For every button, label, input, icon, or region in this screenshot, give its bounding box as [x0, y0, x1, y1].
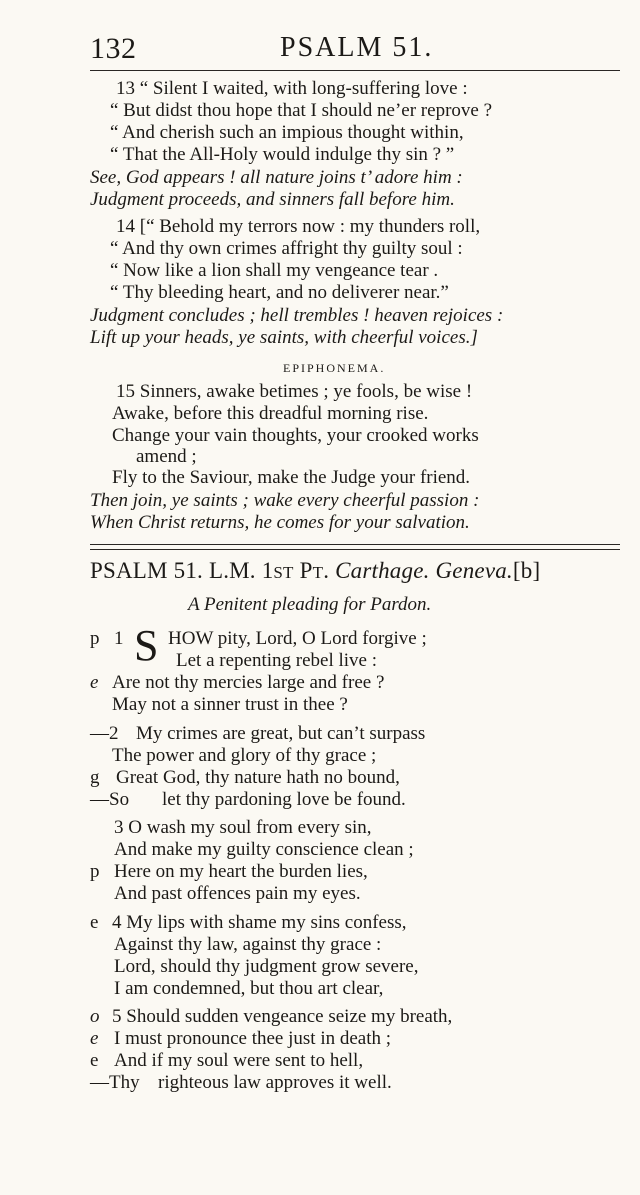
- chorus-line: Lift up your heads, ye saints, with cheerful voices.]: [90, 327, 478, 348]
- verse-line: 14 [“ Behold my terrors now : my thunders roll,: [116, 216, 481, 237]
- dynamic-mark: g: [90, 767, 100, 788]
- verse-line: Fly to the Saviour, make the Judge your friend.: [112, 467, 471, 488]
- dynamic-mark: —So: [90, 789, 130, 810]
- verse-line: Against thy law, against thy grace :: [114, 934, 382, 955]
- verse-line: “ That the All-Holy would indulge thy sin ? ”: [110, 144, 455, 165]
- verse-line: “ Thy bleeding heart, and no deliverer near.”: [110, 282, 449, 303]
- verse-number: 1: [114, 628, 124, 649]
- verse-line: “ And thy own crimes affright thy guilty soul :: [110, 238, 463, 259]
- hymn-title-main: PSALM 51. L.M. 1: [90, 558, 274, 583]
- dynamic-mark: p: [90, 628, 100, 649]
- verse-line: The power and glory of thy grace ;: [112, 745, 377, 766]
- running-title: PSALM 51.: [280, 32, 434, 63]
- verse-line: I am condemned, but thou art clear,: [114, 978, 384, 999]
- drop-cap: S: [134, 621, 159, 670]
- verse-line: Lord, should thy judgment grow severe,: [114, 956, 419, 977]
- dynamic-mark: e: [90, 672, 99, 693]
- hymn-title-t: T: [312, 563, 324, 582]
- verse-line: amend ;: [136, 446, 197, 467]
- hymn-title-dot: .: [323, 558, 336, 583]
- verse-line: 15 Sinners, awake betimes ; ye fools, be wise !: [116, 381, 473, 402]
- hymn-title: [90, 558, 540, 584]
- verse-line: HOW pity, Lord, O Lord forgive ;: [168, 628, 427, 649]
- page-number: 132: [90, 32, 137, 65]
- page-header: [90, 32, 620, 68]
- verse-line: 4 My lips with shame my sins confess,: [112, 912, 407, 933]
- hymn-subtitle: A Penitent pleading for Pardon.: [188, 594, 432, 615]
- verse-line: Let a repenting rebel live :: [176, 650, 377, 671]
- verse-line: And if my soul were sent to hell,: [114, 1050, 364, 1071]
- verse-line: Here on my heart the burden lies,: [114, 861, 368, 882]
- verse-line: “ But didst thou hope that I should ne’er reprove ?: [110, 100, 493, 121]
- dynamic-mark: —2: [90, 723, 119, 744]
- verse-line: Awake, before this dreadful morning rise.: [112, 403, 429, 424]
- verse-line: And past offences pain my eyes.: [114, 883, 361, 904]
- verse-line: Change your vain thoughts, your crooked works: [112, 425, 479, 446]
- chorus-line: See, God appears ! all nature joins t’ adore him :: [90, 167, 463, 188]
- section-heading: EPIPHONEMA.: [283, 361, 386, 375]
- dynamic-mark: e: [90, 912, 99, 933]
- verse-line: 13 “ Silent I waited, with long-suffering love :: [116, 78, 468, 99]
- key-mark: [b]: [512, 558, 541, 583]
- verse-line: Are not thy mercies large and free ?: [112, 672, 385, 693]
- verse-line: 5 Should sudden vengeance seize my breath,: [112, 1006, 453, 1027]
- hymn-title-st: ST: [273, 563, 294, 582]
- dynamic-mark: e: [90, 1028, 99, 1049]
- dynamic-mark: e: [90, 1050, 99, 1071]
- dynamic-mark: o: [90, 1006, 100, 1027]
- tune-names: Carthage. Geneva.: [335, 558, 513, 583]
- verse-line: And make my guilty conscience clean ;: [114, 839, 414, 860]
- header-rule: [90, 70, 620, 71]
- dynamic-mark: p: [90, 861, 100, 882]
- verse-line: My crimes are great, but can’t surpass: [136, 723, 426, 744]
- verse-line: let thy pardoning love be found.: [162, 789, 406, 810]
- hymn-title-p: P: [293, 558, 313, 583]
- dynamic-mark: —Thy: [90, 1072, 140, 1093]
- verse-line: Great God, thy nature hath no bound,: [116, 767, 400, 788]
- chorus-line: Then join, ye saints ; wake every cheerful passion :: [90, 490, 480, 511]
- verse-line: “ And cherish such an impious thought within,: [110, 122, 464, 143]
- verse-line: I must pronounce thee just in death ;: [114, 1028, 392, 1049]
- verse-line: “ Now like a lion shall my vengeance tear .: [110, 260, 439, 281]
- section-divider: [90, 544, 620, 550]
- chorus-line: Judgment concludes ; hell trembles ! heaven rejoices :: [90, 305, 504, 326]
- chorus-line: When Christ returns, he comes for your salvation.: [90, 512, 470, 533]
- chorus-line: Judgment proceeds, and sinners fall before him.: [90, 189, 455, 210]
- verse-line: righteous law approves it well.: [158, 1072, 392, 1093]
- verse-line: May not a sinner trust in thee ?: [112, 694, 348, 715]
- verse-line: 3 O wash my soul from every sin,: [114, 817, 372, 838]
